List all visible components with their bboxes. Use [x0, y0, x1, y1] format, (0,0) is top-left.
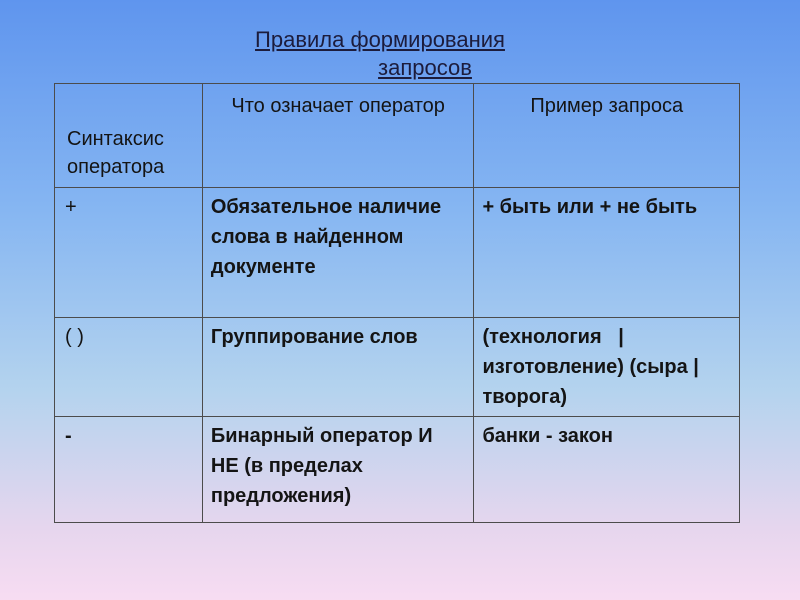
table-row: [55, 417, 740, 523]
query-rules-table: [54, 83, 740, 523]
cell-example: (технология | изготовление) (сыра | творога): [474, 318, 740, 417]
header-meaning: Что означает оператор: [202, 84, 474, 188]
cell-example: банки - закон: [474, 417, 740, 523]
cell-meaning: Обязательное наличие слова в найденном документе: [202, 188, 474, 318]
header-syntax: Синтаксис оператора: [55, 84, 203, 188]
cell-syntax: +: [55, 188, 203, 318]
table-row: [55, 318, 740, 417]
cell-meaning: Группирование слов: [202, 318, 474, 417]
cell-meaning: Бинарный оператор И НЕ (в пределах предложения): [202, 417, 474, 523]
cell-syntax: -: [55, 417, 203, 523]
cell-syntax: ( ): [55, 318, 203, 417]
cell-example: + быть или + не быть: [474, 188, 740, 318]
table-row: [55, 188, 740, 318]
table-header-row: [55, 84, 740, 188]
header-example: Пример запроса: [474, 84, 740, 188]
page-title: [0, 26, 760, 82]
page-title-line-2: запросов: [378, 55, 472, 80]
page-title-line-1: Правила формирования: [255, 27, 505, 52]
